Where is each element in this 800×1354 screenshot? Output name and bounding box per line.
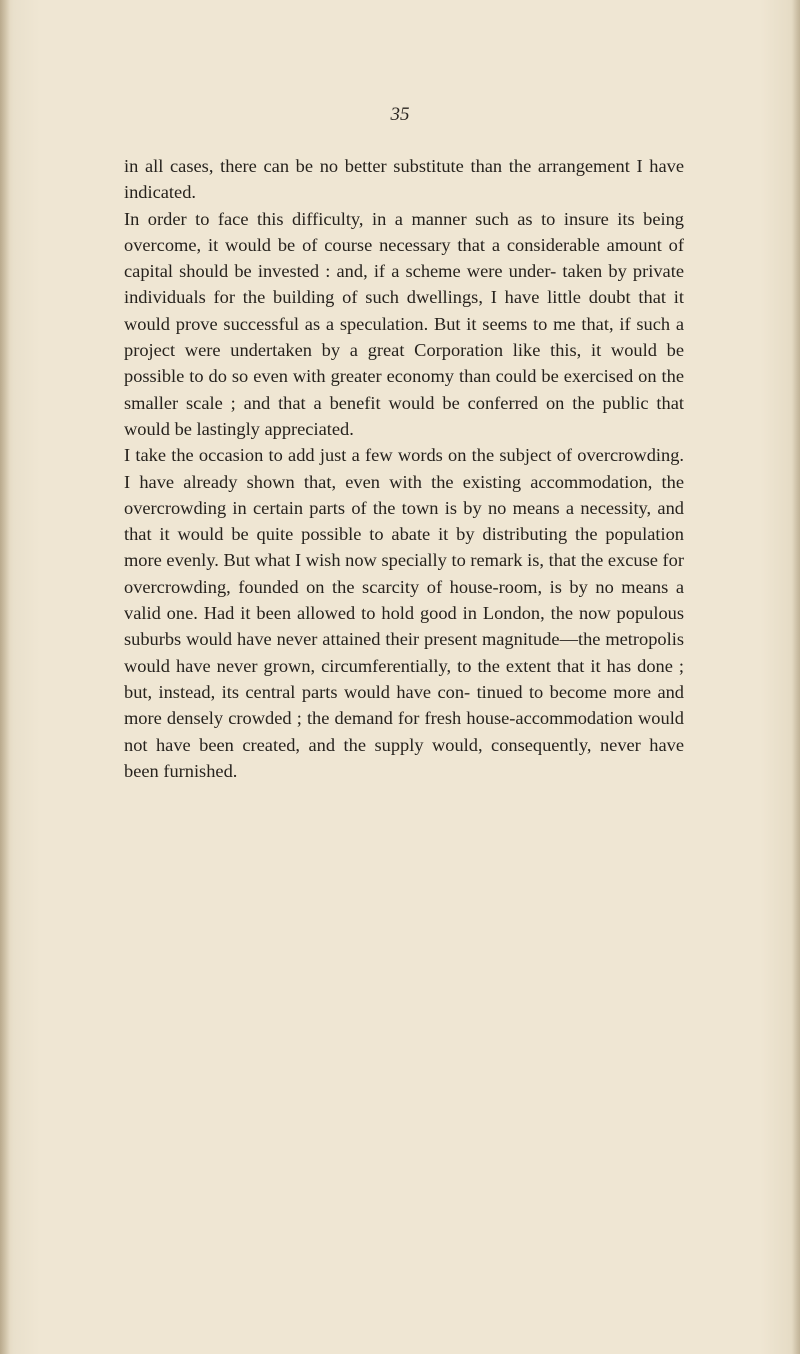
body-text (124, 153, 684, 784)
page-edge-shadow (792, 0, 800, 1354)
paragraph-capital-investment: In order to face this difficulty, in a manner such as to insure its being overcome, it would be of course necessary that a considerable amount of capital should be invested : and, if a scheme were under- taken by private individuals for the building of such dwellings, I have little doubt that it would prove successful as a speculation. But it seems to me that, if such a project were undertaken by a great Corporation like this, it would be possible to do so even with greater economy than could be exercised on the smaller scale ; and that a benefit would be conferred on the public that would be lastingly appreciated. (124, 208, 684, 439)
page-number: 35 (390, 104, 410, 125)
paragraph-overcrowding: I take the occasion to add just a few words on the subject of overcrowding. I have already shown that, even with the existing accommodation, the overcrowding in certain parts of the town is by no means a necessity, and that it would be quite possible to abate it by distributing the population more evenly. But what I wish now specially to remark is, that the excuse for overcrowding, founded on the scarcity of house-room, is by no means a valid one. Had it been allowed to hold good in London, the now populous suburbs would have never attained their present magnitude—the metropolis would have never grown, circumferentially, to the extent that it has done ; but, instead, its central parts would have con- tinued to become more and more densely crowded ; the demand for fresh house-accommodation would not have been created, and the supply would, consequently, never have been furnished. (124, 445, 684, 781)
paragraph-continuation: in all cases, there can be no better substitute than the arrangement I have indicated. (124, 156, 684, 203)
spine-shadow (0, 0, 10, 1354)
